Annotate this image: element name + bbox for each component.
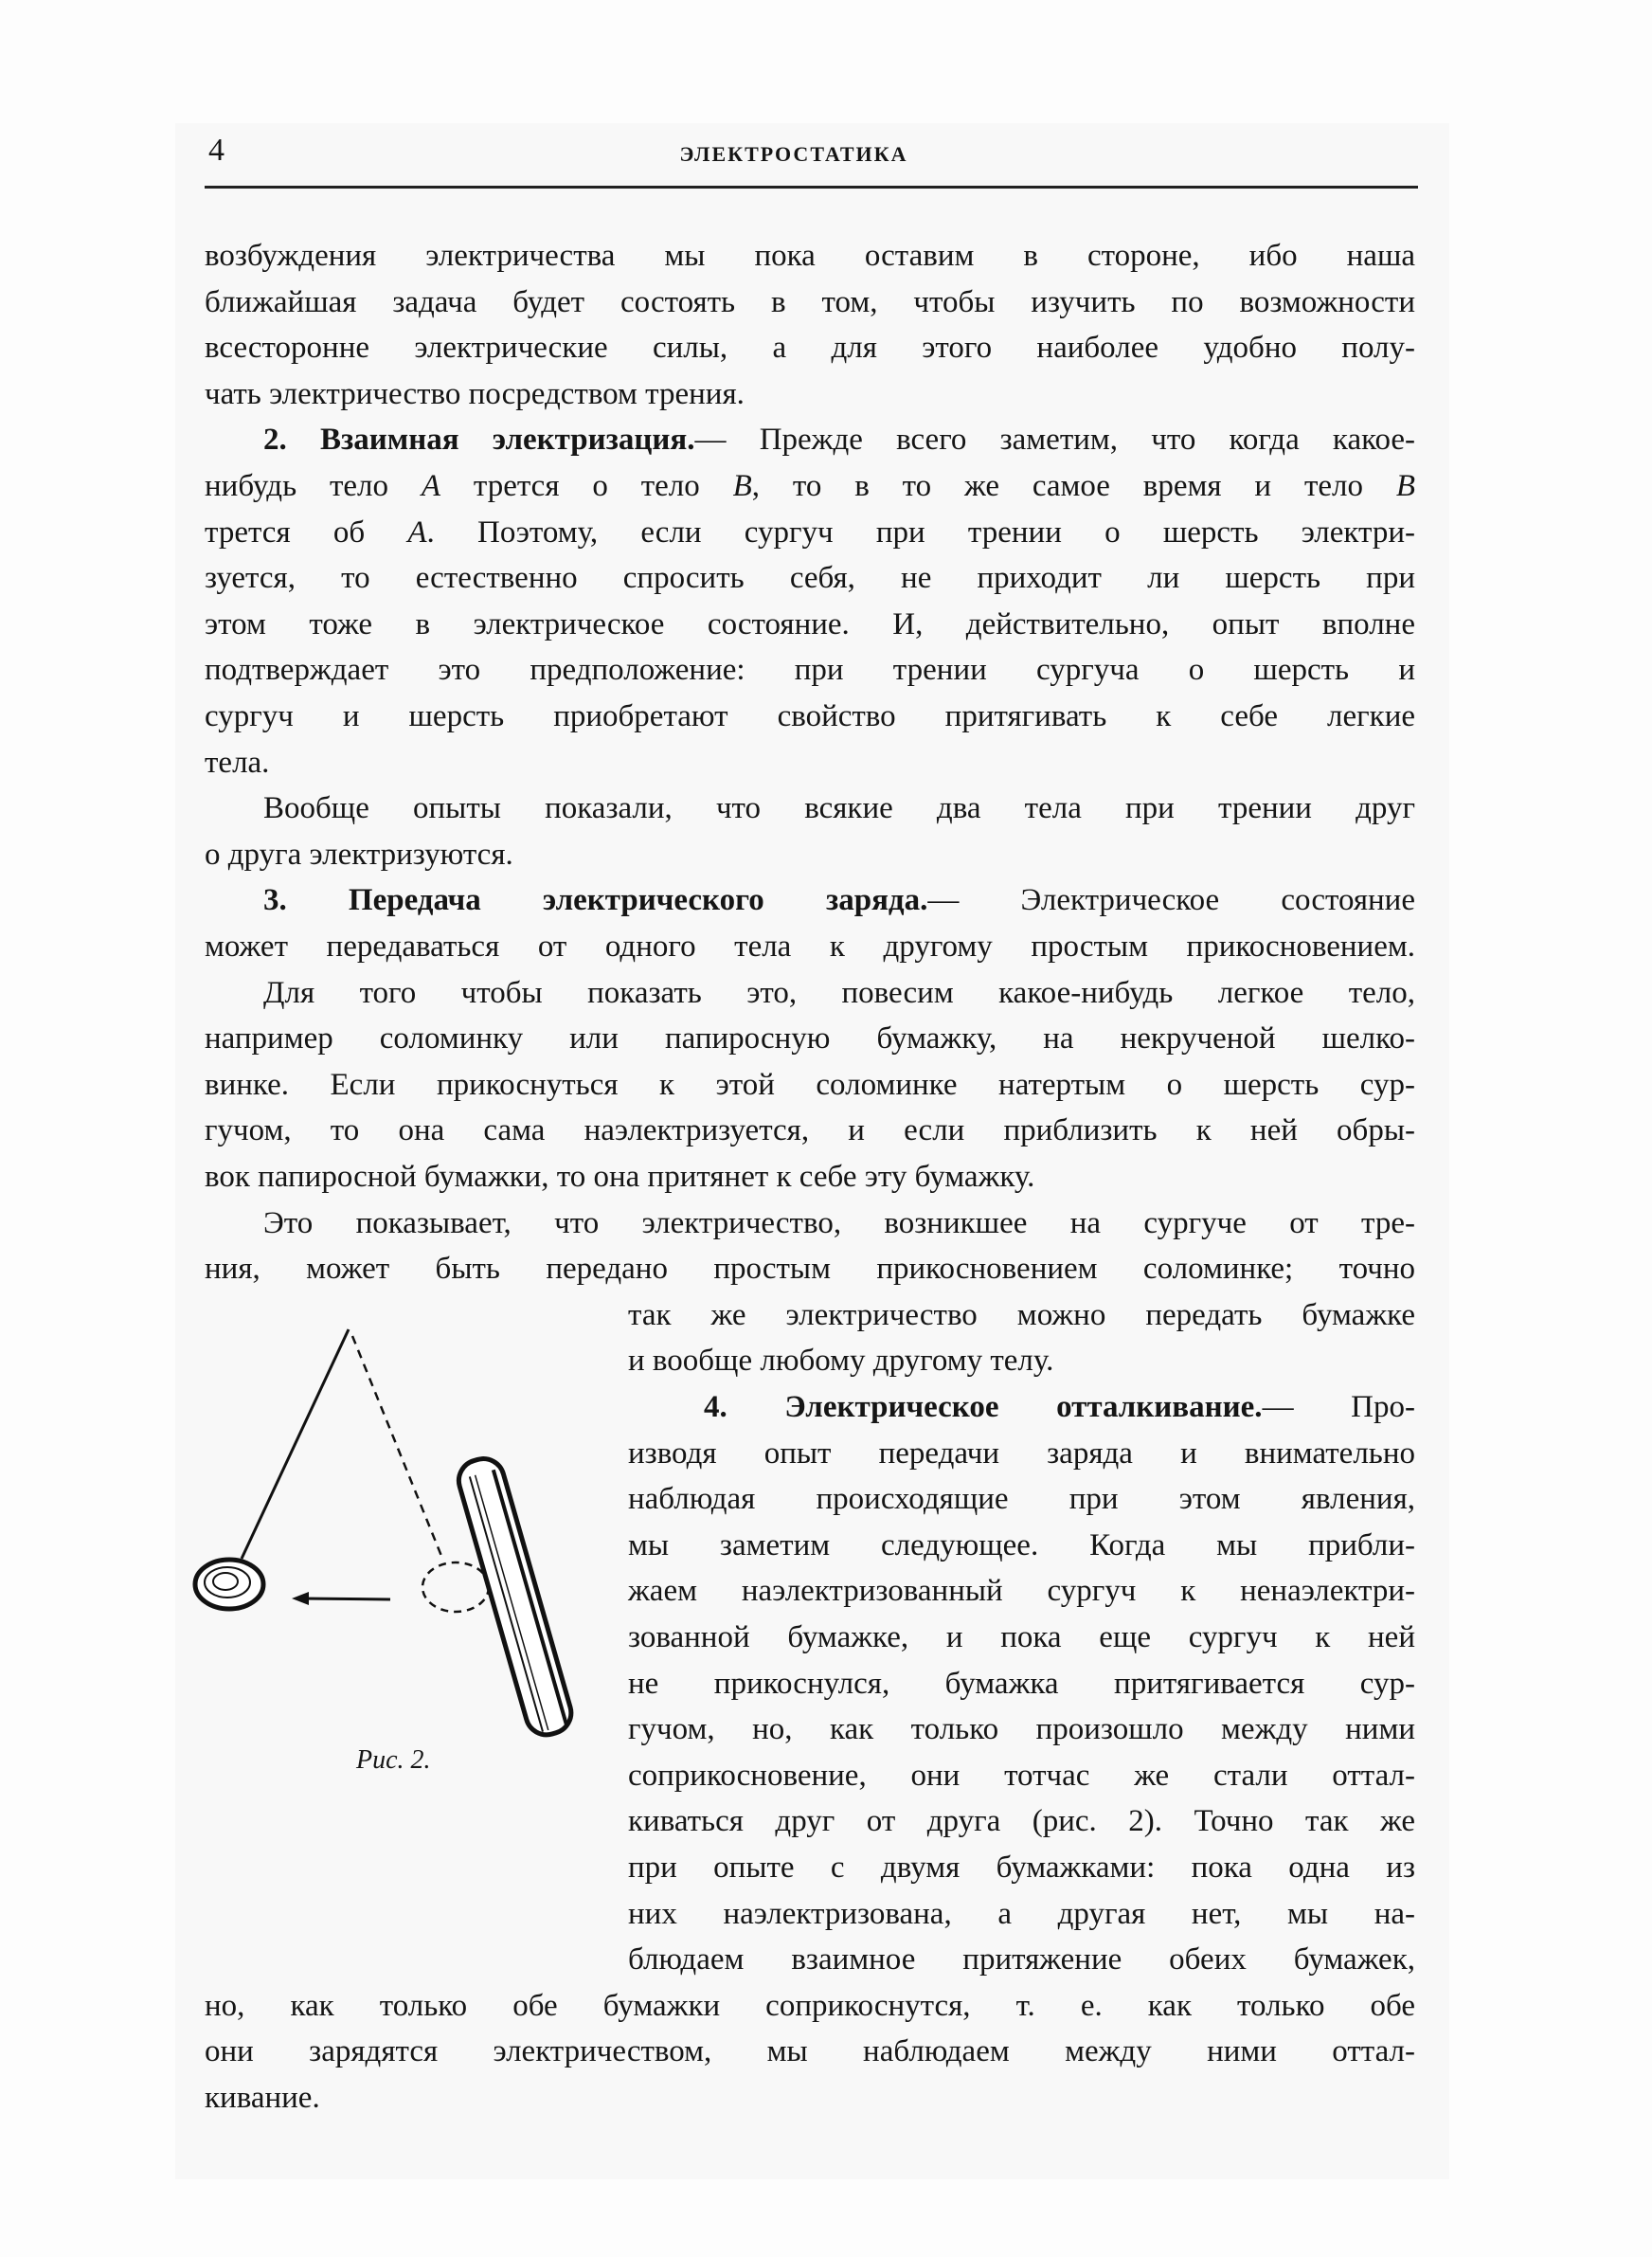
text-run: жаем наэлектризованный сургуч к ненаэлектри-: [628, 1574, 1415, 1609]
pendulum-thread: [242, 1329, 349, 1559]
text-line: [628, 1525, 1415, 1566]
text-line: [628, 1893, 1415, 1935]
text-line: [628, 1616, 1415, 1658]
text-line: [628, 1847, 1415, 1888]
ball-previous-position: [422, 1562, 489, 1612]
text-line: [205, 604, 1415, 645]
text-line: [205, 2031, 1415, 2072]
text-run: них наэлектризована, а другая нет, мы на-: [628, 1896, 1415, 1931]
text-run: например соломинку или папиросную бумажку, на некрученой шелко-: [205, 1021, 1415, 1056]
text-run: этом тоже в электрическое состояние. И, действительно, опыт вполне: [205, 606, 1415, 641]
text-run: Вообще опыты показали, что всякие два тела при трении друг: [263, 791, 1415, 826]
text-run: , то в то же самое время и тело: [751, 469, 1396, 503]
text-line: [263, 1202, 1415, 1244]
text-run: — Прежде всего заметим, что когда какое-: [694, 423, 1415, 458]
text-run: тела.: [205, 745, 270, 780]
text-run: и вообще любому другому телу.: [628, 1344, 1054, 1379]
text-line: [205, 834, 1415, 876]
page-number: 4: [208, 133, 224, 168]
text-line: [263, 419, 1415, 460]
text-line: [263, 787, 1415, 829]
section-heading: 3. Передача электрического заряда.: [263, 883, 928, 918]
text-run: трется об: [205, 515, 408, 550]
text-line: [263, 972, 1415, 1014]
text-line: [205, 373, 1415, 415]
text-line: [704, 1386, 1415, 1428]
text-run: сургуч и шерсть приобретают свойство притягивать к себе легкие: [205, 699, 1415, 733]
text-run: но, как только обе бумажки соприкоснутся, т. е. как только обе: [205, 1988, 1415, 2023]
running-title: ЭЛЕКТРОСТАТИКА: [679, 142, 908, 166]
text-run: ближайшая задача будет состоять в том, чтобы изучить по возможности: [205, 284, 1415, 319]
text-line: [263, 879, 1415, 921]
text-line: [628, 1570, 1415, 1612]
text-line: [628, 1478, 1415, 1520]
text-run: не прикоснулся, бумажка притягивается сур-: [628, 1666, 1415, 1701]
text-run: — Про-: [1262, 1390, 1415, 1424]
text-line: [205, 327, 1415, 369]
pendulum-thread-dashed: [352, 1336, 443, 1561]
text-run: зуется, то естественно спросить себя, не приходит ли шерсть при: [205, 561, 1415, 596]
text-run: Для того чтобы показать это, повесим какое-нибудь легкое тело,: [263, 975, 1415, 1010]
text-run: A: [407, 515, 427, 550]
text-run: вок папиросной бумажки, то она притянет к себе эту бумажку.: [205, 1160, 1035, 1194]
text-line: [205, 281, 1415, 323]
text-line: [205, 1248, 1415, 1290]
text-run: о друга электризуются.: [205, 837, 513, 872]
text-run: они зарядятся электричеством, мы наблюдаем между ними оттал-: [205, 2034, 1415, 2069]
text-line: [628, 1708, 1415, 1750]
text-line: [205, 1156, 1415, 1198]
text-run: нибудь тело: [205, 469, 422, 503]
text-run: трется о тело: [440, 469, 733, 503]
text-line: [205, 465, 1415, 507]
text-line: [205, 557, 1415, 599]
text-run: так же электричество можно передать бумажке: [628, 1297, 1415, 1332]
text-run: подтверждает это предположение: при трении сургуча о шерсть и: [205, 653, 1415, 688]
text-run: кивание.: [205, 2081, 320, 2115]
sealing-wax-rod: [454, 1454, 576, 1740]
text-run: зованной бумажке, и пока еще сургуч к ней: [628, 1620, 1415, 1654]
header-rule: [205, 186, 1418, 189]
text-line: [205, 1985, 1415, 2027]
pendulum-ball: [195, 1560, 263, 1609]
text-line: [205, 235, 1415, 277]
text-line: [205, 1110, 1415, 1151]
text-run: может передаваться от одного тела к другому простым прикосновением.: [205, 930, 1415, 964]
text-run: B: [732, 469, 752, 503]
text-run: винке. Если прикоснуться к этой соломинке натертым о шерсть сур-: [205, 1067, 1415, 1102]
text-line: [205, 1064, 1415, 1106]
text-run: A: [421, 469, 441, 503]
text-line: [205, 742, 1415, 784]
text-line: [628, 1755, 1415, 1797]
section-heading: 2. Взаимная электризация.: [263, 423, 695, 458]
text-line: [205, 2077, 1415, 2119]
text-line: [628, 1939, 1415, 1980]
text-run: гучом, но, как только произошло между ними: [628, 1712, 1415, 1747]
text-line: [205, 695, 1415, 737]
text-line: [628, 1663, 1415, 1705]
figure-2-pendulum: [180, 1317, 616, 1810]
text-run: — Электрическое состояние: [927, 883, 1415, 918]
text-run: при опыте с двумя бумажками: пока одна из: [628, 1851, 1415, 1885]
text-line: [628, 1800, 1415, 1842]
text-run: всесторонне электрические силы, а для этого наиболее удобно полу-: [205, 331, 1415, 366]
motion-arrow: [292, 1592, 390, 1605]
text-line: [205, 512, 1415, 553]
text-run: мы заметим следующее. Когда мы прибли-: [628, 1527, 1415, 1562]
text-run: соприкосновение, они тотчас же стали оттал-: [628, 1758, 1415, 1793]
figure-caption: Рис. 2.: [356, 1745, 431, 1775]
text-run: гучом, то она сама наэлектризуется, и если приблизить к ней обры-: [205, 1113, 1415, 1148]
text-line: [628, 1340, 1415, 1381]
text-run: Это показывает, что электричество, возникшее на сургуче от тре-: [263, 1205, 1415, 1240]
text-run: киваться друг от друга (рис. 2). Точно так же: [628, 1804, 1415, 1839]
text-run: . Поэтому, если сургуч при трении о шерсть электри-: [426, 515, 1415, 550]
text-line: [205, 649, 1415, 691]
text-line: [628, 1433, 1415, 1474]
text-line: [205, 1018, 1415, 1059]
text-run: возбуждения электричества мы пока оставим в стороне, ибо наша: [205, 239, 1415, 273]
text-run: ния, может быть передано простым прикосновением соломинке; точно: [205, 1252, 1415, 1287]
text-run: блюдаем взаимное притяжение обеих бумажек,: [628, 1942, 1415, 1977]
text-run: чать электричество посредством трения.: [205, 376, 745, 411]
text-run: B: [1395, 469, 1416, 503]
text-run: изводя опыт передачи заряда и внимательно: [628, 1435, 1415, 1471]
text-run: наблюдая происходящие при этом явления,: [628, 1482, 1415, 1517]
text-line: [628, 1294, 1415, 1336]
text-line: [205, 926, 1415, 967]
section-heading: 4. Электрическое отталкивание.: [704, 1390, 1263, 1424]
